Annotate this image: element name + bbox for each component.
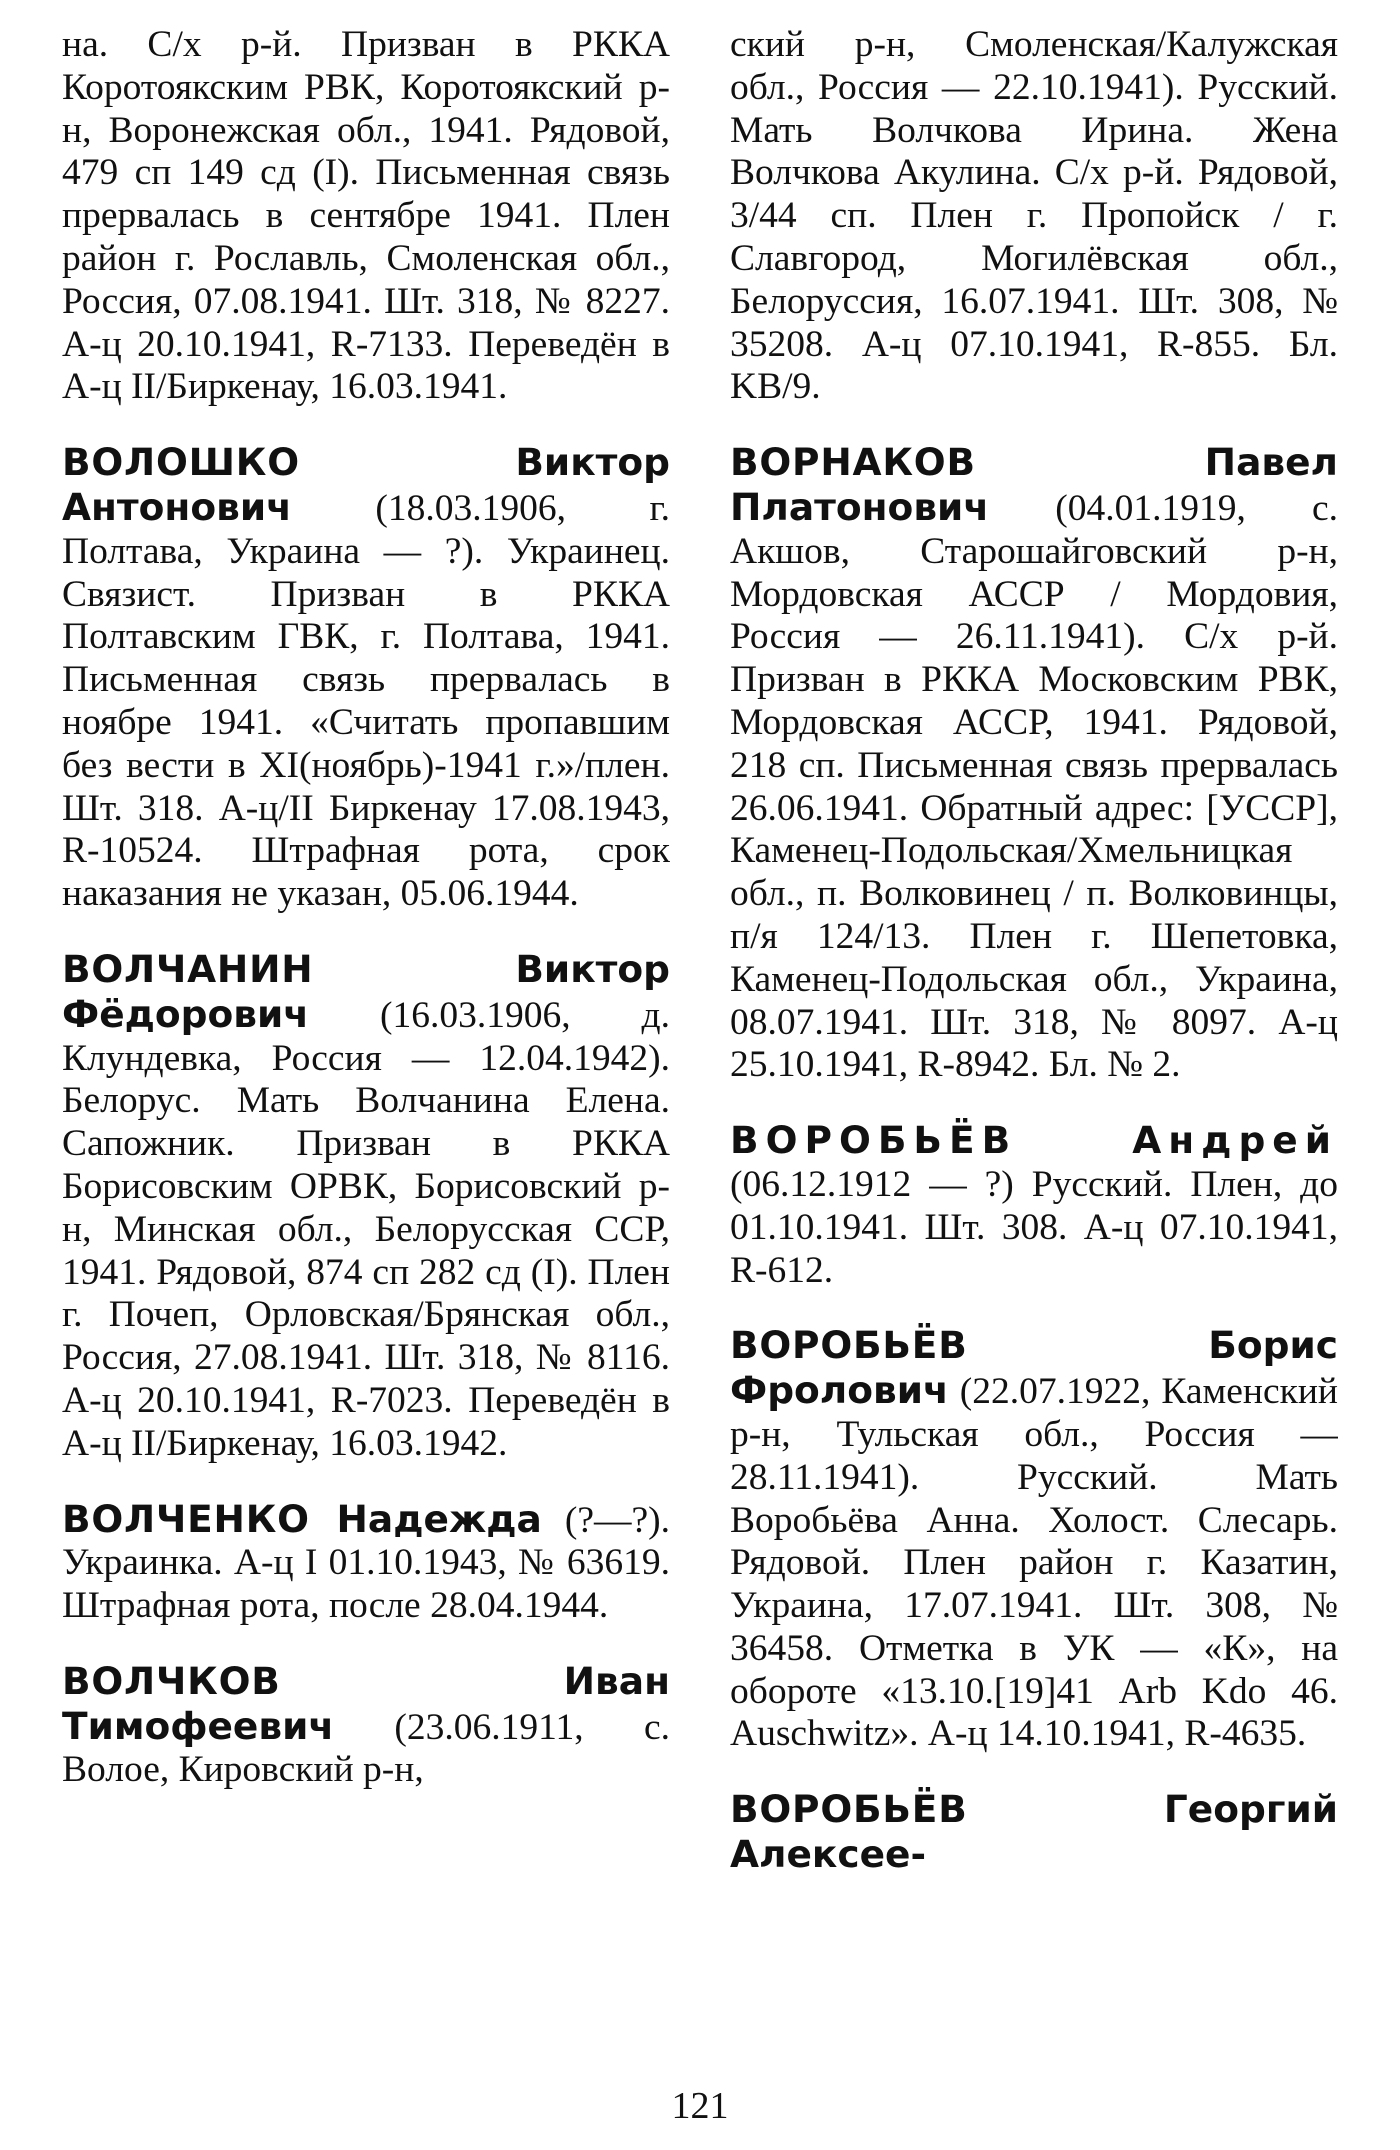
entry-surname: ВОРОБЬЁВ [730, 1323, 968, 1368]
entry-text: (23.06.1911, с. Волое, Кировский р-н, [62, 1706, 670, 1791]
entry-text: (06.12.1912 — ?) Русский. Плен, до 01.10.1941. Шт. 308. А-ц 07.10.1941, R-612. [730, 1163, 1338, 1291]
entry-text: (16.03.1906, д. Клундевка, Россия — 12.04.1942). Белорус. Мать Волчанина Елена. Сапожник. Призван в РККА Борисовским ОРВК, Борисовский р-н, Минская обл., Белорусская ССР, 1941. Рядовой, 874 сп 282 сд (I). Плен г. Почеп, Орловская/Брянская обл., Россия, 27.08.1941. Шт. 318, № 8116. А-ц 20.10.1941, R-7023. Переведён в А-ц II/Биркенау, 16.03.1942. [62, 994, 670, 1464]
entry-voloshko [62, 441, 670, 916]
entry-surname: ВОЛОШКО [62, 440, 300, 485]
left-column [62, 24, 670, 2054]
entry-surname: ВОЛЧАНИН [62, 946, 314, 991]
entry-vorobev-boris [730, 1324, 1338, 1756]
entry-given-name: Надежда [309, 1496, 542, 1541]
entry-continuation [730, 24, 1338, 409]
entry-given-name: Павел Платонович [730, 440, 1338, 529]
entry-text: (22.07.1922, Каменский р-н, Тульская обл., Россия — 28.11.1941). Русский. Мать Воробьёва Анна. Холост. Слесарь. Рядовой. Плен район г. Казатин, Украина, 17.07.1941. Шт. 308, № 36458. Отметка в УК — «К», на обороте «13.10.[19]41 Arb Kdo 46. Auschwitz». А-ц 14.10.1941, R-4635. [730, 1371, 1338, 1755]
entry-volchanin [62, 948, 670, 1466]
entry-given-name: Виктор Фёдорович [62, 946, 670, 1036]
entry-text: (18.03.1906, г. Полтава, Украина — ?). Украинец. Связист. Призван в РККА Полтавским ГВК, г. Полтава, 1941. Письменная связь прервалась в ноябре 1941. «Считать пропавшим без вести в XI(ноябрь)-1941 г.»/плен. Шт. 318. А-ц/II Биркенау 17.08.1943, R-10524. Штрафная рота, срок наказания не указан, 05.06.1944. [62, 487, 670, 915]
right-column [730, 24, 1338, 2054]
entry-given-name: Иван Тимофеевич [62, 1658, 670, 1748]
entry-surname: ВОРНАКОВ [730, 440, 976, 485]
entry-given-name: Андрей [1017, 1118, 1338, 1163]
entry-given-name: Борис Фролович [730, 1323, 1338, 1413]
entry-volchkov [62, 1660, 670, 1792]
entry-text: (?—?). Украинка. А-ц I 01.10.1943, № 63619. Штрафная рота, после 28.04.1944. [62, 1499, 670, 1627]
page-number: 121 [671, 2085, 729, 2127]
entry-vornakov [730, 441, 1338, 1087]
entry-given-name: Виктор Антонович [62, 440, 670, 529]
entry-surname: ВОЛЧЕНКО [62, 1496, 310, 1541]
entry-vorobev-georgiy [730, 1788, 1338, 1878]
book-page [62, 24, 1338, 2054]
entry-continuation [62, 24, 670, 409]
entry-vorobev-andrey [730, 1119, 1338, 1292]
entry-volchenko [62, 1498, 670, 1628]
entry-text: на. С/х р-й. Призван в РККА Коротоякским РВК, Коротоякский р-н, Воронежская обл., 1941. Рядовой, 479 сп 149 сд (I). Письменная связь прервалась в сентябре 1941. Плен район г. Рославль, Смоленская обл., Россия, 07.08.1941. Шт. 318, № 8227. А-ц 20.10.1941, R-7133. Переведён в А-ц II/Биркенау, 16.03.1941. [62, 24, 670, 408]
entry-text: (04.01.1919, с. Акшов, Старошайговский р-н, Мордовская АССР / Мордовия, Россия — 26.11.1941). С/х р-й. Призван в РККА Московским РВК, Мордовская АССР, 1941. Рядовой, 218 сп. Письменная связь прервалась 26.06.1941. Обратный адрес: [УССР], Каменец-Подольская/Хмельницкая обл., п. Волковинец / п. Волковинцы, п/я 124/13. Плен г. Шепетовка, Каменец-Подольская обл., Украина, 08.07.1941. Шт. 318, № 8097. А-ц 25.10.1941, R-8942. Бл. № 2. [730, 487, 1338, 1086]
entry-surname: ВОЛЧКОВ [62, 1658, 281, 1703]
entry-surname: ВОРОБЬЁВ [730, 1118, 1018, 1163]
entry-surname: ВОРОБЬЁВ [730, 1787, 968, 1832]
entry-given-name: Георгий Алексее- [730, 1787, 1338, 1877]
entry-text: ский р-н, Смоленская/Калужская обл., Россия — 22.10.1941). Русский. Мать Волчкова Ирина. Жена Волчкова Акулина. С/х р-й. Рядовой, 3/44 сп. Плен г. Пропойск / г. Славгород, Могилёвская обл., Белоруссия, 16.07.1941. Шт. 308, № 35208. А-ц 07.10.1941, R-855. Бл. KB/9. [730, 24, 1338, 408]
